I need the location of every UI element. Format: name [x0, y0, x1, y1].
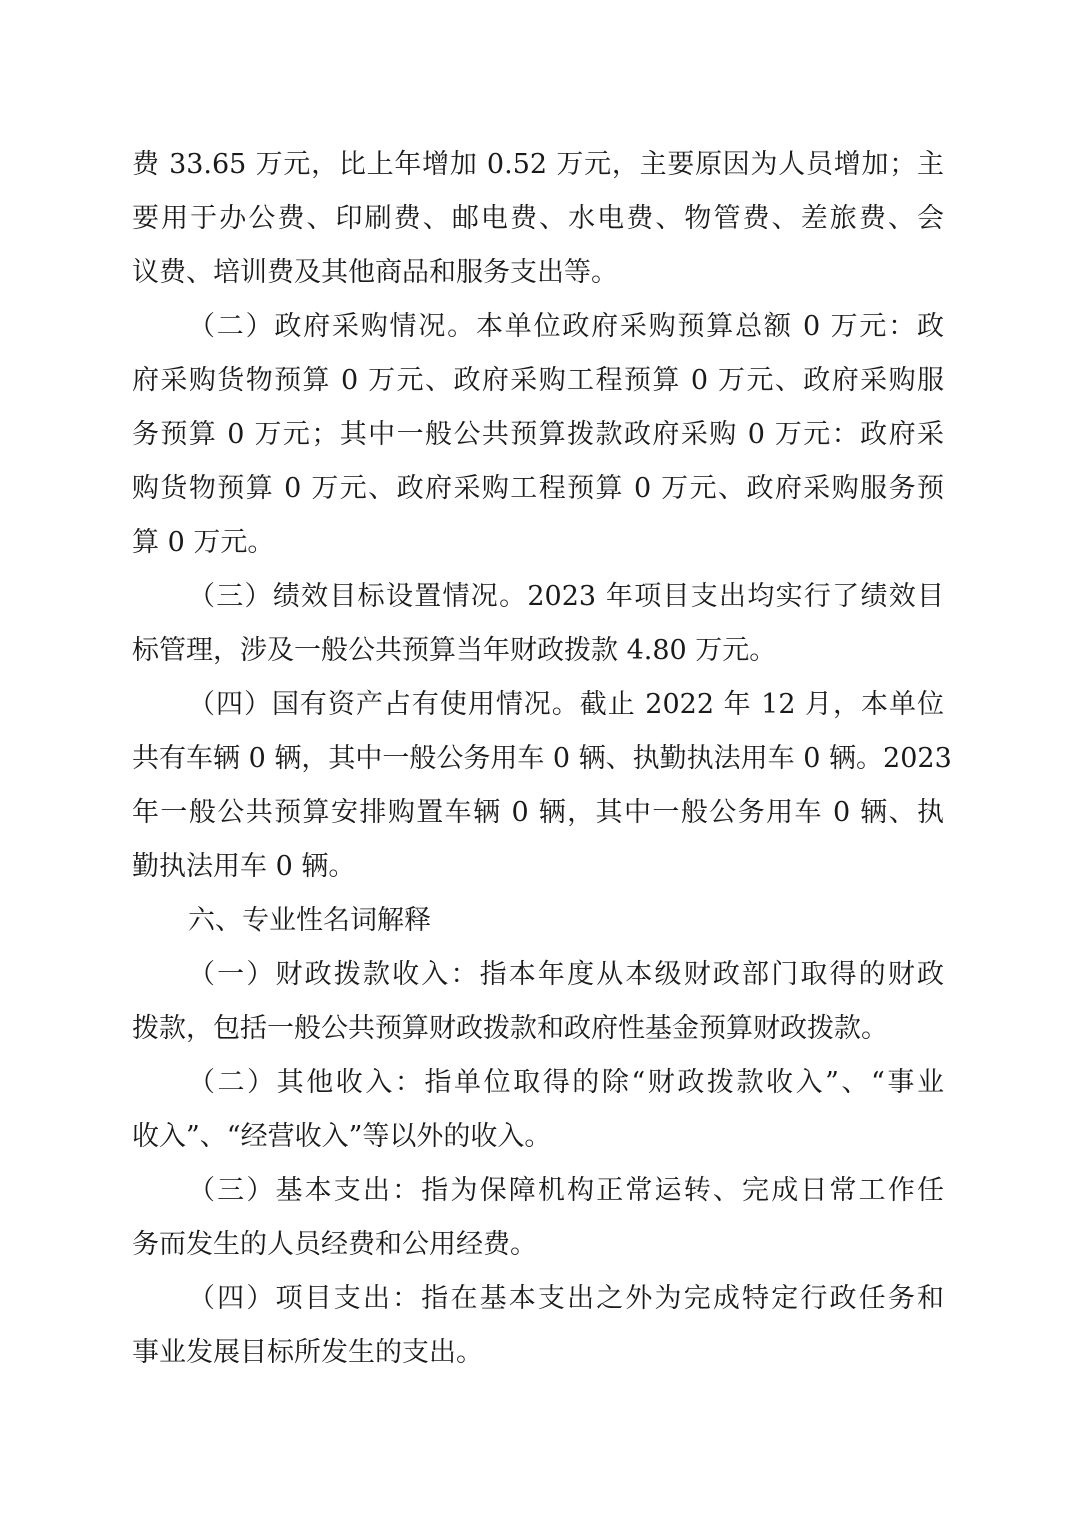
- text-line: 拨款，包括一般公共预算财政拨款和政府性基金预算财政拨款。: [132, 1013, 888, 1044]
- text-line: 议费、培训费及其他商品和服务支出等。: [132, 257, 618, 288]
- text-line: 要用于办公费、印刷费、邮电费、水电费、物管费、差旅费、会: [132, 203, 944, 234]
- text-line: 收入”、“经营收入”等以外的收入。: [132, 1121, 552, 1152]
- text-line: 购货物预算 0 万元、政府采购工程预算 0 万元、政府采购服务预: [132, 473, 944, 504]
- text-line: 共有车辆 0 辆，其中一般公务用车 0 辆、执勤执法用车 0 辆。2023: [132, 743, 952, 774]
- text-line: 务而发生的人员经费和公用经费。: [132, 1229, 537, 1260]
- document-body: [132, 138, 952, 1380]
- text-line: 标管理，涉及一般公共预算当年财政拨款 4.80 万元。: [132, 635, 777, 666]
- text-line: （二）政府采购情况。本单位政府采购预算总额 0 万元：政: [188, 311, 944, 342]
- text-line: （一）财政拨款收入：指本年度从本级财政部门取得的财政: [188, 959, 944, 990]
- text-line: 费 33.65 万元，比上年增加 0.52 万元，主要原因为人员增加；主: [132, 149, 944, 180]
- text-line: （三）基本支出：指为保障机构正常运转、完成日常工作任: [188, 1175, 944, 1206]
- text-line: 算 0 万元。: [132, 527, 275, 558]
- text-line: （二）其他收入：指单位取得的除“财政拨款收入”、“事业: [188, 1067, 944, 1098]
- section-heading: 六、专业性名词解释: [188, 905, 431, 936]
- text-line: 务预算 0 万元；其中一般公共预算拨款政府采购 0 万元：政府采: [132, 419, 944, 450]
- text-line: 事业发展目标所发生的支出。: [132, 1337, 483, 1368]
- text-line: 府采购货物预算 0 万元、政府采购工程预算 0 万元、政府采购服: [132, 365, 944, 396]
- text-line: 年一般公共预算安排购置车辆 0 辆，其中一般公务用车 0 辆、执: [132, 797, 944, 828]
- text-line: 勤执法用车 0 辆。: [132, 851, 356, 882]
- text-line: （四）国有资产占有使用情况。截止 2022 年 12 月，本单位: [188, 689, 944, 720]
- text-line: （四）项目支出：指在基本支出之外为完成特定行政任务和: [188, 1283, 944, 1314]
- text-line: （三）绩效目标设置情况。2023 年项目支出均实行了绩效目: [188, 581, 944, 612]
